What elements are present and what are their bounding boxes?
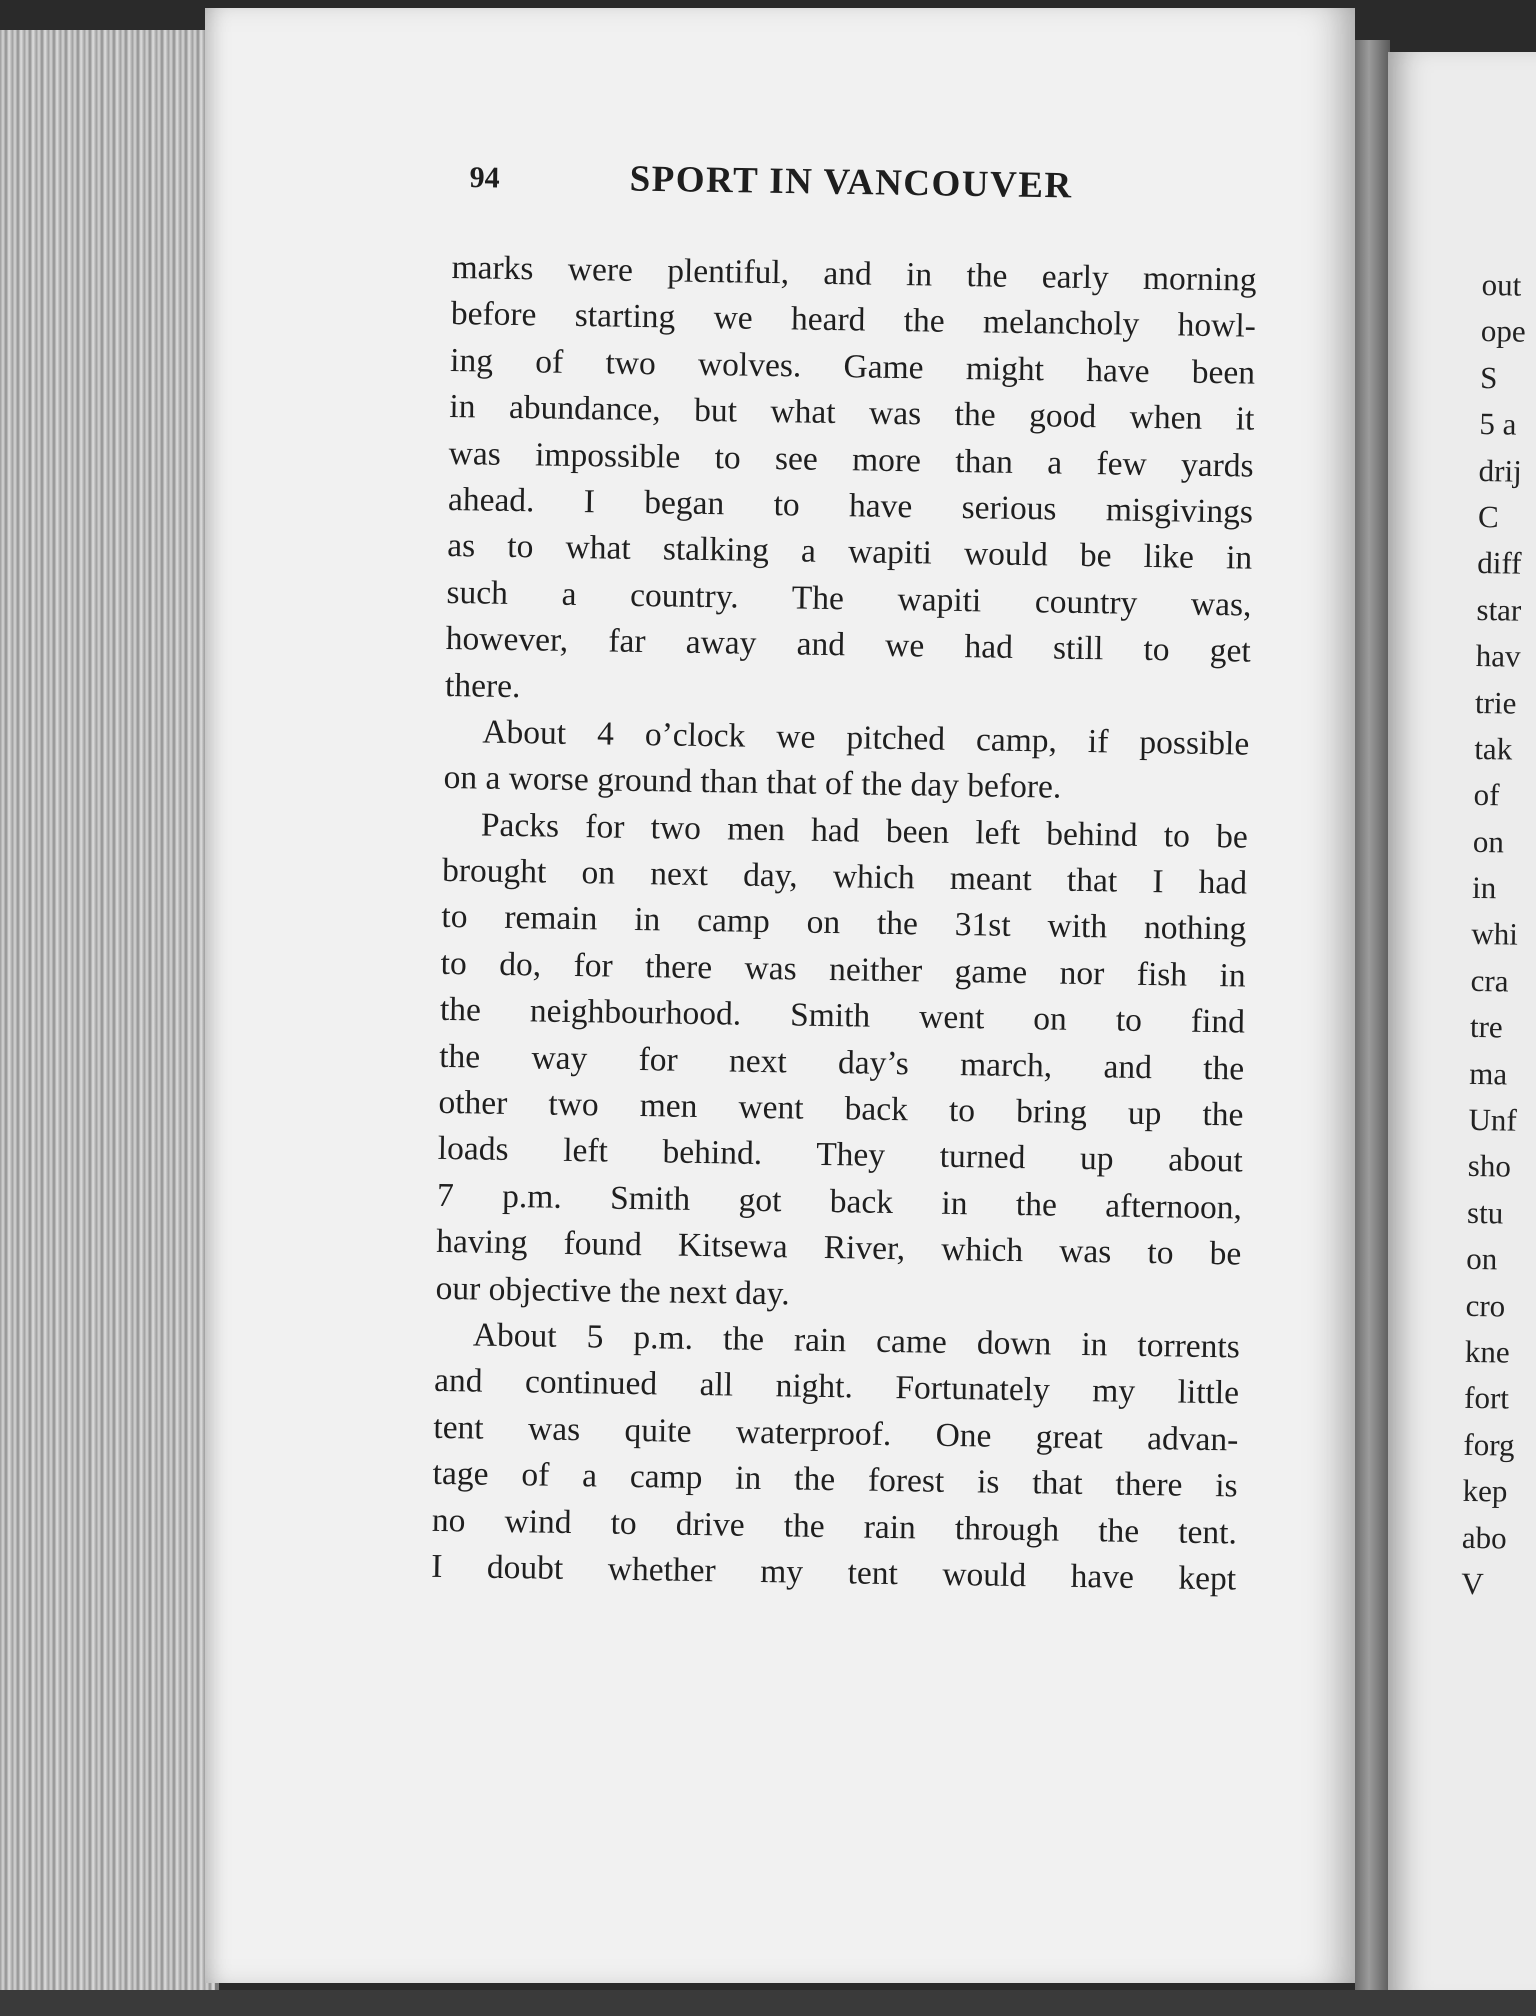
right-text-fragment: trie [1474, 684, 1517, 721]
text-line: tent was quite waterproof. One great advan- [433, 1408, 1239, 1459]
right-text-fragment: of [1473, 777, 1500, 813]
text-line: having found Kitsewa River, which was to be [436, 1223, 1242, 1273]
scan-bottom-edge [0, 1990, 1536, 2016]
text-line: however, far away and we had still to get [445, 620, 1252, 670]
text-line: was impossible to see more than a few yards [448, 434, 1254, 485]
body-text [431, 245, 1257, 1603]
right-text-fragment: C [1477, 498, 1499, 535]
text-line: tage of a camp in the forest is that there is [432, 1455, 1238, 1505]
text-line: before starting we heard the melancholy howl- [450, 295, 1257, 346]
text-line: 7 p.m. Smith got back in the afternoon, [436, 1176, 1243, 1227]
right-text-fragment: kne [1464, 1333, 1510, 1370]
book-gutter [1355, 40, 1390, 2000]
right-text-fragment: Unf [1468, 1101, 1518, 1138]
text-line: other two men went back to bring up the [438, 1083, 1244, 1134]
right-text-fragment: forg [1463, 1426, 1515, 1463]
right-text-fragment: star [1476, 591, 1522, 628]
page-number: 94 [469, 160, 500, 195]
text-line: our objective the next day. [435, 1269, 790, 1313]
text-line: Packs for two men had been left behind to be [480, 806, 1249, 856]
right-text-fragment: cro [1465, 1287, 1506, 1324]
text-line: such a country. The wapiti country was, [446, 573, 1252, 624]
right-text-fragment: sho [1467, 1148, 1512, 1184]
text-line: as to what stalking a wapiti would be like in [446, 527, 1253, 577]
right-text-fragment: hav [1475, 638, 1521, 674]
right-text-fragment: kep [1462, 1473, 1508, 1509]
right-text-fragment: tre [1469, 1009, 1503, 1045]
text-line: in abundance, but what was the good when it [449, 388, 1255, 438]
right-text-fragment: whi [1471, 916, 1519, 953]
running-title: SPORT IN VANCOUVER [629, 158, 1073, 207]
text-line: to do, for there was neither game nor fish in [440, 944, 1246, 995]
right-text-fragment: 5 a [1479, 406, 1517, 442]
right-text-fragment: tak [1474, 730, 1513, 767]
right-text-fragment: drij [1478, 452, 1523, 489]
text-line: ing of two wolves. Game might have been [449, 341, 1256, 392]
text-line: brought on next day, which meant that I had [441, 852, 1248, 902]
text-line: loads left behind. They turned up about [437, 1130, 1243, 1180]
text-line: and continued all night. Fortunately my little [433, 1362, 1240, 1412]
text-line: I doubt whether my tent would have kept [430, 1547, 1237, 1598]
text-line: no wind to drive the rain through the tent. [431, 1501, 1238, 1552]
right-text-fragment: stu [1466, 1194, 1504, 1231]
page-edges [0, 30, 219, 2005]
right-text-fragment: cra [1470, 962, 1509, 999]
right-text-fragment: S [1479, 359, 1498, 396]
right-text-fragment: on [1466, 1241, 1498, 1277]
text-line: About 4 o’clock we pitched camp, if possible [482, 713, 1250, 763]
text-line: there. [444, 666, 521, 705]
text-line: on a worse ground than that of the day before. [443, 759, 1062, 806]
right-text-fragment: on [1472, 823, 1505, 860]
text-line: the neighbourhood. Smith went on to find [439, 991, 1246, 1041]
right-text-fragment: ma [1468, 1055, 1508, 1092]
text-line: to remain in camp on the 31st with nothing [441, 898, 1247, 949]
running-head [469, 155, 1130, 225]
right-text-fragment: diff [1476, 545, 1522, 581]
text-line: marks were plentiful, and in the early morning [451, 248, 1257, 299]
right-text-fragment: fort [1463, 1380, 1510, 1416]
right-text-fragment: in [1471, 870, 1497, 906]
right-text-fragment: ope [1480, 313, 1526, 350]
text-line: About 5 p.m. the rain came down in torrents [472, 1316, 1241, 1366]
right-text-fragment: V [1460, 1565, 1484, 1602]
text-line: ahead. I began to have serious misgivings [447, 480, 1254, 531]
right-text-fragment: abo [1461, 1519, 1508, 1556]
text-line: the way for next day’s march, and the [438, 1037, 1245, 1088]
right-text-fragment: out [1481, 266, 1522, 303]
